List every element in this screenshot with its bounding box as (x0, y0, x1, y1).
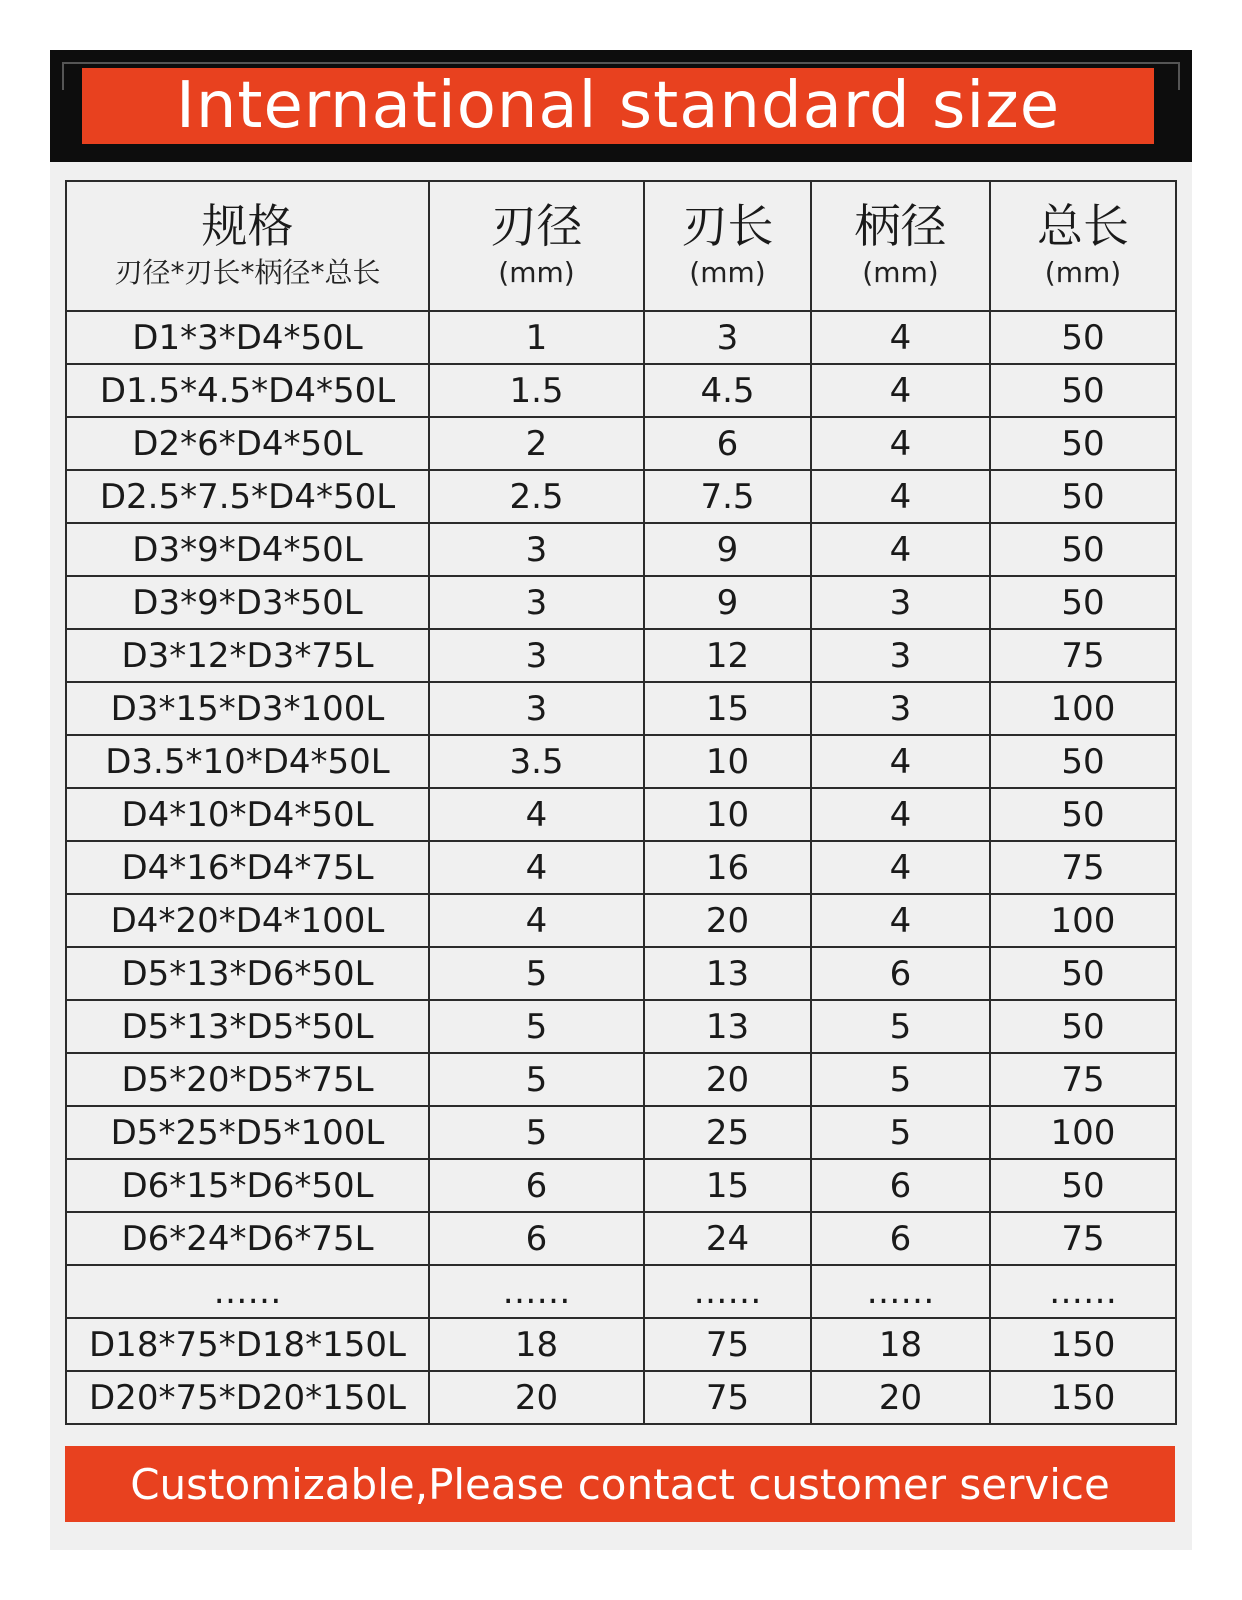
cell-shank-diameter: 3 (811, 682, 990, 735)
cell-blade-diameter: 6 (429, 1212, 644, 1265)
cell-blade-length: 9 (644, 523, 811, 576)
cell-total-length: 50 (990, 311, 1176, 364)
table-row (66, 470, 1176, 523)
cell-shank-diameter: 18 (811, 1318, 990, 1371)
cell-blade-length: 10 (644, 735, 811, 788)
cell-blade-diameter: 4 (429, 894, 644, 947)
cell-blade-diameter: 3 (429, 523, 644, 576)
header-blade-length-unit: (mm) (689, 256, 766, 289)
cell-shank-diameter: 3 (811, 629, 990, 682)
cell-blade-length: 24 (644, 1212, 811, 1265)
header-blade-length-title: 刃长 (681, 199, 774, 253)
cell-blade-diameter: …… (429, 1265, 644, 1318)
table-row (66, 735, 1176, 788)
cell-shank-diameter: 4 (811, 523, 990, 576)
header-shank-diameter (811, 181, 990, 311)
cell-shank-diameter: 4 (811, 841, 990, 894)
cell-shank-diameter: 4 (811, 894, 990, 947)
header-blade-diameter-title: 刃径 (490, 199, 583, 253)
cell-blade-length: 12 (644, 629, 811, 682)
cell-blade-diameter: 4 (429, 788, 644, 841)
cell-blade-length: 10 (644, 788, 811, 841)
table-row (66, 1000, 1176, 1053)
cell-blade-diameter: 2.5 (429, 470, 644, 523)
table-row (66, 576, 1176, 629)
cell-blade-diameter: 3 (429, 576, 644, 629)
table-row (66, 417, 1176, 470)
cell-spec: D3*9*D4*50L (66, 523, 429, 576)
header-spec (66, 181, 429, 311)
cell-blade-diameter: 3.5 (429, 735, 644, 788)
cell-shank-diameter: 4 (811, 470, 990, 523)
cell-blade-diameter: 2 (429, 417, 644, 470)
cell-total-length: 75 (990, 629, 1176, 682)
cell-total-length: 100 (990, 894, 1176, 947)
cell-total-length: 100 (990, 682, 1176, 735)
cell-shank-diameter: 6 (811, 947, 990, 1000)
cell-blade-length: 15 (644, 1159, 811, 1212)
page-title: International standard size (175, 69, 1061, 143)
cell-blade-length: 9 (644, 576, 811, 629)
table-row (66, 894, 1176, 947)
table-row (66, 682, 1176, 735)
cell-blade-length: 16 (644, 841, 811, 894)
header-spec-title: 规格 (201, 199, 294, 253)
cell-spec: D4*10*D4*50L (66, 788, 429, 841)
cell-total-length: 50 (990, 1159, 1176, 1212)
cell-blade-diameter: 5 (429, 1000, 644, 1053)
cell-blade-diameter: 4 (429, 841, 644, 894)
cell-spec: D2*6*D4*50L (66, 417, 429, 470)
cell-shank-diameter: 20 (811, 1371, 990, 1424)
cell-spec: D18*75*D18*150L (66, 1318, 429, 1371)
table-row (66, 629, 1176, 682)
table-row (66, 1318, 1176, 1371)
cell-spec: D2.5*7.5*D4*50L (66, 470, 429, 523)
cell-shank-diameter: 5 (811, 1053, 990, 1106)
cell-shank-diameter: 4 (811, 735, 990, 788)
header-blade-diameter (429, 181, 644, 311)
cell-total-length: 75 (990, 841, 1176, 894)
cell-spec: D3*9*D3*50L (66, 576, 429, 629)
cell-shank-diameter: 3 (811, 576, 990, 629)
cell-spec: …… (66, 1265, 429, 1318)
title-banner (50, 50, 1192, 162)
header-blade-diameter-unit: (mm) (498, 256, 575, 289)
cell-blade-length: 75 (644, 1318, 811, 1371)
cell-shank-diameter: 4 (811, 311, 990, 364)
cell-blade-length: 13 (644, 947, 811, 1000)
cell-blade-length: 15 (644, 682, 811, 735)
cell-blade-length: 3 (644, 311, 811, 364)
cell-total-length: 50 (990, 523, 1176, 576)
cell-total-length: 50 (990, 947, 1176, 1000)
footer-banner (65, 1446, 1175, 1522)
size-table (65, 180, 1177, 1425)
table-row (66, 1053, 1176, 1106)
cell-spec: D5*25*D5*100L (66, 1106, 429, 1159)
cell-blade-length: 6 (644, 417, 811, 470)
cell-spec: D3.5*10*D4*50L (66, 735, 429, 788)
cell-total-length: 150 (990, 1371, 1176, 1424)
header-total-length-unit: (mm) (1044, 256, 1122, 289)
cell-blade-diameter: 20 (429, 1371, 644, 1424)
table-row (66, 523, 1176, 576)
table-row (66, 1212, 1176, 1265)
cell-blade-diameter: 3 (429, 682, 644, 735)
cell-total-length: 75 (990, 1212, 1176, 1265)
cell-spec: D3*12*D3*75L (66, 629, 429, 682)
cell-blade-diameter: 6 (429, 1159, 644, 1212)
cell-spec: D20*75*D20*150L (66, 1371, 429, 1424)
cell-total-length: 50 (990, 1000, 1176, 1053)
cell-total-length: 50 (990, 735, 1176, 788)
cell-blade-diameter: 5 (429, 1053, 644, 1106)
cell-blade-length: 20 (644, 1053, 811, 1106)
cell-shank-diameter: 6 (811, 1159, 990, 1212)
cell-spec: D4*20*D4*100L (66, 894, 429, 947)
cell-shank-diameter: 6 (811, 1212, 990, 1265)
header-blade-length (644, 181, 811, 311)
header-total-length-title: 总长 (1037, 199, 1129, 253)
cell-blade-diameter: 1.5 (429, 364, 644, 417)
cell-blade-length: 25 (644, 1106, 811, 1159)
cell-blade-diameter: 5 (429, 947, 644, 1000)
table-row (66, 1371, 1176, 1424)
cell-spec: D1*3*D4*50L (66, 311, 429, 364)
cell-total-length: …… (990, 1265, 1176, 1318)
cell-blade-diameter: 5 (429, 1106, 644, 1159)
cell-total-length: 100 (990, 1106, 1176, 1159)
table-row (66, 1106, 1176, 1159)
cell-blade-length: 20 (644, 894, 811, 947)
cell-shank-diameter: 4 (811, 364, 990, 417)
cell-total-length: 50 (990, 576, 1176, 629)
cell-spec: D6*15*D6*50L (66, 1159, 429, 1212)
cell-blade-diameter: 1 (429, 311, 644, 364)
header-total-length (990, 181, 1176, 311)
cell-blade-diameter: 18 (429, 1318, 644, 1371)
table-body (66, 311, 1176, 1424)
cell-total-length: 75 (990, 1053, 1176, 1106)
cell-shank-diameter: 4 (811, 417, 990, 470)
cell-blade-length: …… (644, 1265, 811, 1318)
cell-spec: D6*24*D6*75L (66, 1212, 429, 1265)
table-row (66, 841, 1176, 894)
table-row (66, 788, 1176, 841)
cell-shank-diameter: 5 (811, 1000, 990, 1053)
cell-spec: D5*13*D6*50L (66, 947, 429, 1000)
header-spec-subtitle: 刃径*刃长*柄径*总长 (114, 256, 381, 289)
header-shank-diameter-title: 柄径 (854, 199, 947, 253)
table-row (66, 311, 1176, 364)
cell-spec: D4*16*D4*75L (66, 841, 429, 894)
table-row (66, 364, 1176, 417)
cell-blade-length: 75 (644, 1371, 811, 1424)
title-banner-red-strip (82, 68, 1154, 144)
size-chart-panel (50, 162, 1192, 1550)
cell-blade-length: 7.5 (644, 470, 811, 523)
cell-total-length: 150 (990, 1318, 1176, 1371)
table-header-row (66, 181, 1176, 311)
cell-spec: D5*20*D5*75L (66, 1053, 429, 1106)
table-row (66, 947, 1176, 1000)
cell-total-length: 50 (990, 417, 1176, 470)
cell-total-length: 50 (990, 364, 1176, 417)
cell-blade-length: 13 (644, 1000, 811, 1053)
cell-total-length: 50 (990, 788, 1176, 841)
table-row (66, 1265, 1176, 1318)
cell-spec: D3*15*D3*100L (66, 682, 429, 735)
cell-spec: D5*13*D5*50L (66, 1000, 429, 1053)
header-shank-diameter-unit: (mm) (862, 256, 939, 289)
table-row (66, 1159, 1176, 1212)
cell-spec: D1.5*4.5*D4*50L (66, 364, 429, 417)
cell-blade-length: 4.5 (644, 364, 811, 417)
cell-shank-diameter: 4 (811, 788, 990, 841)
cell-blade-diameter: 3 (429, 629, 644, 682)
cell-shank-diameter: 5 (811, 1106, 990, 1159)
cell-total-length: 50 (990, 470, 1176, 523)
footer-text: Customizable,Please contact customer service (130, 1459, 1110, 1509)
cell-shank-diameter: …… (811, 1265, 990, 1318)
